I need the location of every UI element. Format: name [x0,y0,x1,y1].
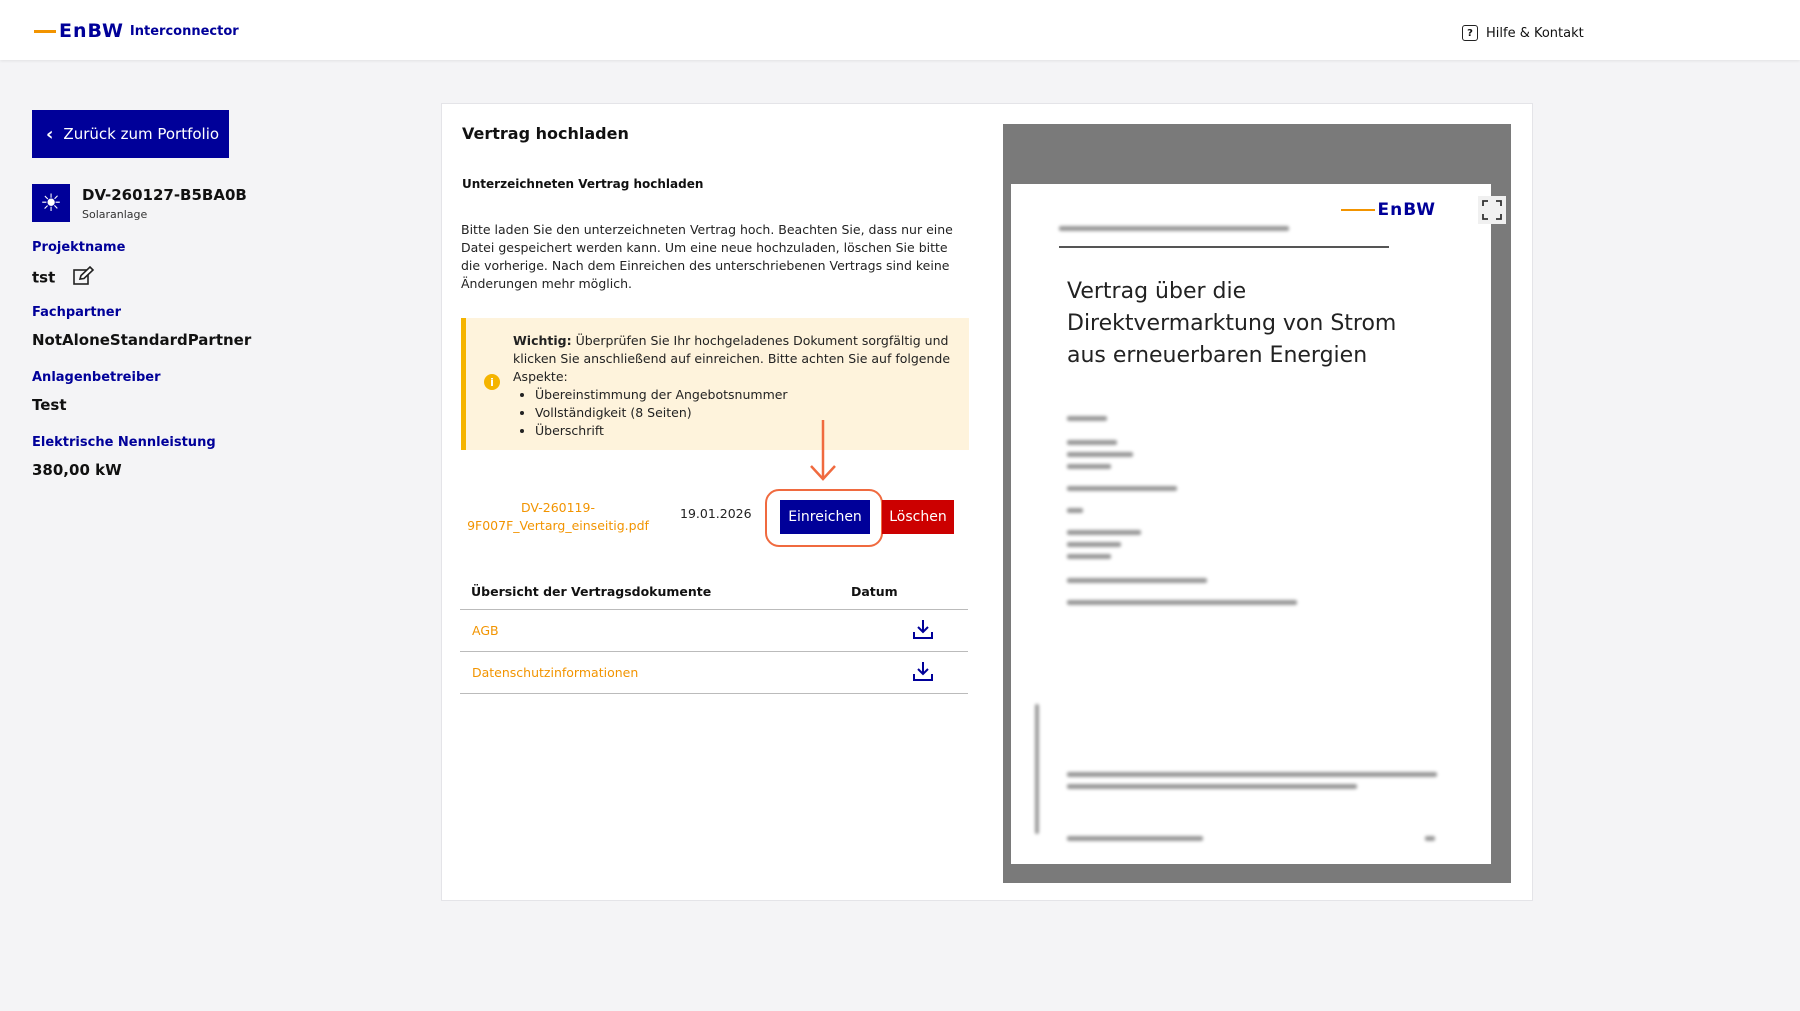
pdf-divider [1059,246,1389,248]
logo-brand: EnBW [59,20,124,42]
back-to-portfolio-button[interactable] [32,110,229,158]
sun-icon: ☀ [32,184,70,222]
info-icon: i [484,374,500,390]
help-label: Hilfe & Kontakt [1486,25,1584,41]
notice-text [513,332,961,440]
field-label-anlagenbetreiber: Anlagenbetreiber [32,370,161,385]
field-value-projektname [32,266,95,290]
question-icon: ? [1462,25,1478,41]
card-subtitle: Unterzeichneten Vertrag hochladen [462,177,704,191]
field-label-fachpartner: Fachpartner [32,305,122,320]
download-icon[interactable] [912,660,934,685]
enbw-logo[interactable] [34,20,239,42]
pdf-page [1011,184,1491,864]
blurred-line [1059,226,1289,231]
logo-product: Interconnector [129,23,239,39]
fullscreen-icon[interactable] [1478,196,1506,224]
field-value-nennleistung: 380,00 kW [32,461,122,479]
help-contact-link[interactable] [1462,25,1584,41]
uploaded-file-link[interactable]: DV-260119-9F007F_Vertarg_einseitig.pdf [467,500,649,533]
pdf-logo-line [1341,209,1375,211]
chevron-left-icon: ‹ [46,123,54,145]
project-id: DV-260127-B5BA0B [82,185,247,204]
pdf-preview[interactable] [1003,124,1511,883]
delete-button[interactable]: Löschen [882,500,954,534]
notice-list [535,386,961,440]
back-label: Zurück zum Portfolio [63,125,220,143]
pdf-logo-brand: EnBW [1377,200,1436,220]
project-type: Solaranlage [82,207,148,221]
table-header [460,574,968,610]
document-link-datenschutz[interactable]: Datenschutzinformationen [472,665,639,680]
logo-line [34,30,56,33]
table-row [460,610,968,652]
notice-strong: Wichtig: [513,333,572,348]
column-header-documents: Übersicht der Vertragsdokumente [471,584,712,599]
card-title: Vertrag hochladen [462,124,629,143]
field-value-fachpartner: NotAloneStandardPartner [32,331,252,349]
field-label-projektname: Projektname [32,240,126,255]
notice-item: • Vollständigkeit (8 Seiten) [535,404,961,422]
highlight-arrow-icon [808,420,838,482]
column-header-date: Datum [851,584,898,599]
project-name-value: tst [32,268,56,287]
notice-item: • Übereinstimmung der Angebotsnummer [535,386,961,404]
notice-item: • Überschrift [535,422,961,440]
important-notice [461,318,969,450]
pdf-logo [1341,200,1437,220]
field-label-nennleistung: Elektrische Nennleistung [32,435,216,450]
field-value-anlagenbetreiber: Test [32,396,67,414]
pdf-heading: Vertrag über die Direktvermarktung von Strom aus erneuerbaren Energien [1067,279,1397,368]
edit-icon[interactable] [73,266,95,290]
document-link-agb[interactable]: AGB [472,623,499,638]
table-row [460,652,968,694]
top-header [0,0,1800,60]
contract-documents-table [460,574,968,694]
upload-description: Bitte laden Sie den unterzeichneten Vertrag hoch. Beachten Sie, dass nur eine Datei gespeichert werden kann. Um eine neue hochzuladen, löschen Sie bitte die vorherige. Nach dem Einreichen des unterschriebenen Vertrags sind keine Änderungen mehr möglich. [461,222,953,291]
submit-button[interactable]: Einreichen [780,500,870,534]
notice-body: Überprüfen Sie Ihr hochgeladenes Dokument sorgfältig und klicken Sie anschließend auf einreichen. Bitte achten Sie auf folgende Aspekte: [513,333,951,384]
uploaded-file-date: 19.01.2026 [680,506,752,521]
download-icon[interactable] [912,618,934,643]
project-summary [32,184,247,222]
